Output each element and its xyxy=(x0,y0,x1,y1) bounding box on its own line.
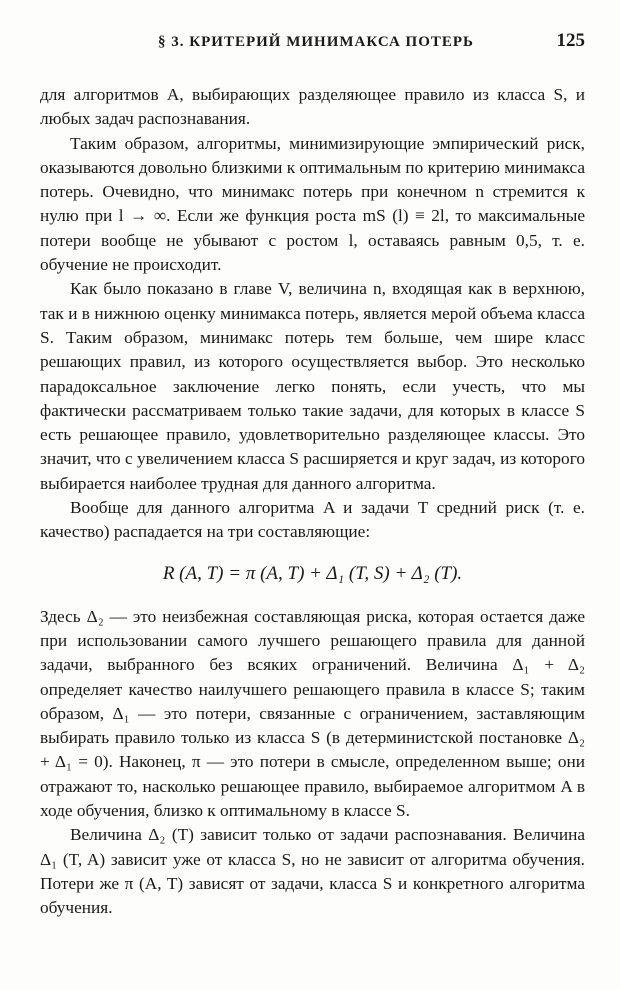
body-text xyxy=(40,83,585,921)
page-number: 125 xyxy=(556,30,585,51)
paragraph-empirical-risk: Таким образом, алгоритмы, минимизирующие эмпирический риск, оказываются довольно близкими к оптимальным по критерию минимакса потерь. Очевидно, что минимакс потерь при конечном n стремится к нулю при l → ∞. Если же функция роста mS (l) ≡ 2l, то максимальные потери вообще не убывают с ростом l, оставаясь равным 0,5, т. е. обучение не происходит. xyxy=(40,133,585,275)
paragraph-risk-components: Вообще для данного алгоритма A и задачи T средний риск (т. е. качество) распадается на три составляющие: xyxy=(40,498,585,542)
paragraph-continuation: для алгоритмов A, выбирающих разделяющее правило из класса S, и любых задач распознавания. xyxy=(40,85,585,129)
paragraph-dependencies: Величина Δ₂ (T) зависит только от задачи распознавания. Величина Δ₁ (T, A) зависит уже от класса S, но не зависит от алгоритма обучения. Потери же π (A, T) зависят от задачи, класса S и конкретного алгоритма обучения. xyxy=(40,825,585,918)
running-title: § 3. КРИТЕРИЙ МИНИМАКСА ПОТЕРЬ xyxy=(158,34,474,50)
page-header xyxy=(40,30,585,56)
paragraph-components-explained: Здесь Δ₂ — это неизбежная составляющая риска, которая остается даже при использовании самого лучшего решающего правила для данной задачи, выбранного без всяких ограничений. Величина Δ₁ + Δ₂ определяет качество наилучшего решающего правила в классе S; таким образом, Δ₁ — это потери, связанные с ограничением, заставляющим выбирать правило только из класса S (в детерминистской постановке Δ₂ + Δ₁ = 0). Наконец, π — это потери в смысле, определенном выше; они отражают то, насколько решающее правило, выбираемое алгоритмом A в ходе обучения, близко к оптимальному в классе S. xyxy=(40,606,585,821)
paragraph-class-volume: Как было показано в главе V, величина n, входящая как в верхнюю, так и в нижнюю оценку минимакса потерь, является мерой объема класса S. Таким образом, минимакс потерь тем больше, чем шире класс решающих правил, из которого осуществляется выбор. Это несколько парадоксальное заключение легко понять, если учесть, что мы фактически рассматриваем только такие задачи, для которых в классе S есть решающее правило, удовлетворительно разделяющее классы. Это значит, что с увеличением класса S расширяется и круг задач, из которого выбирается наиболее трудная для данного алгоритма. xyxy=(40,279,585,493)
risk-decomposition-formula: R (A, T) = π (A, T) + Δ₁ (T, S) + Δ₂ (T). xyxy=(162,562,463,584)
